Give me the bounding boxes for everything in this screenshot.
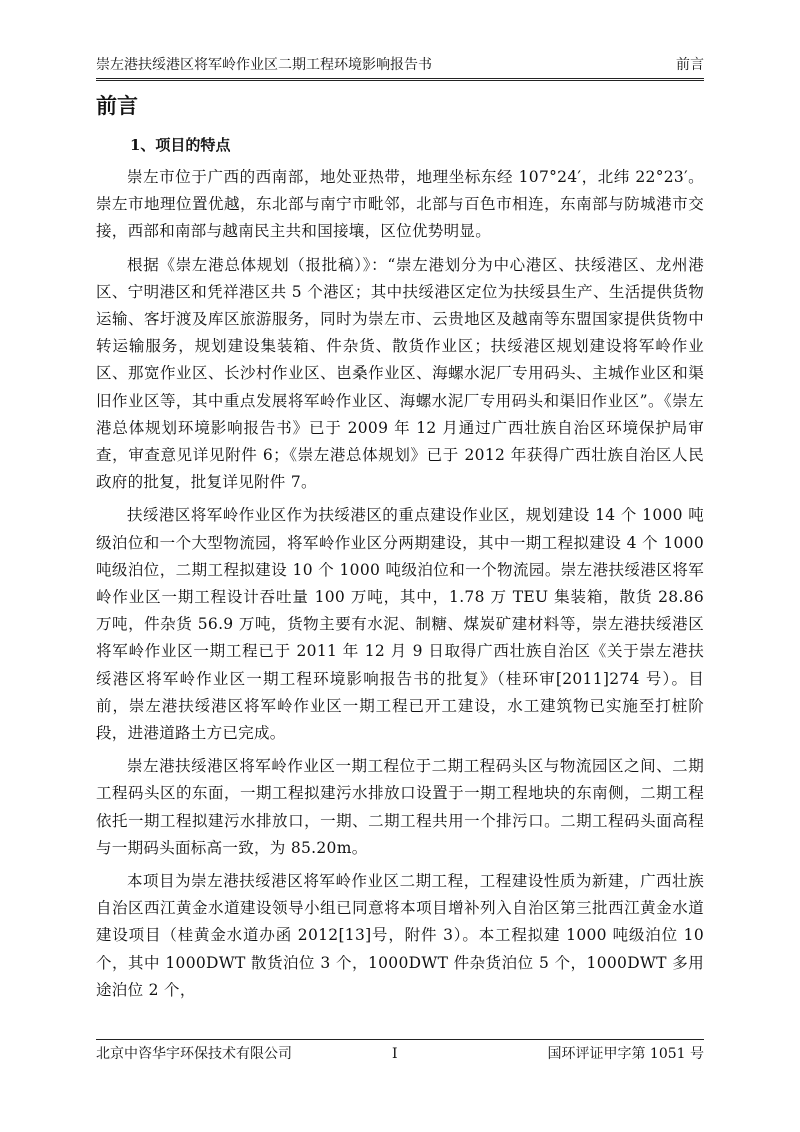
- page-number: I: [392, 1046, 398, 1062]
- header-document-title: 崇左港扶绥港区将军岭作业区二期工程环境影响报告书: [96, 57, 432, 73]
- paragraph: 扶绥港区将军岭作业区作为扶绥港区的重点建设作业区，规划建设 14 个 1000 吨级泊位和一个大型物流园，将军岭作业区分两期建设，其中一期工程拟建设 4 个 1000 吨级泊位，二期工程拟建设 10 个 1000 吨级泊位和一个物流园。崇左港扶绥港区将军岭作业区一期工程设计吞吐量 100 万吨，其中，1.78 万 TEU 集装箱，散货 28.86 万吨，件杂货 56.9 万吨，货物主要有水泥、制糖、煤炭矿建材料等，崇左港扶绥港区将军岭作业区一期工程已于 2011 年 12 月 9 日取得广西壮族自治区《关于崇左港扶绥港区将军岭作业区一期工程环境影响报告书的批复》（桂环审[2011]274 号）。目前，崇左港扶绥港区将军岭作业区一期工程已开工建设，水工建筑物已实施至打桩阶段，进港道路土方已完成。: [96, 506, 704, 743]
- section-heading: 1、项目的特点: [130, 136, 231, 154]
- footer-company: 北京中咨华宇环保技术有限公司: [96, 1046, 292, 1062]
- header-divider: [96, 78, 704, 81]
- footer-certificate: 国环评证甲字第 1051 号: [547, 1046, 704, 1062]
- header-section-name: 前言: [676, 57, 704, 73]
- paragraph: 崇左市位于广西的西南部，地处亚热带，地理坐标东经 107°24′，北纬 22°23′。崇左市地理位置优越，东北部与南宁市毗邻，北部与百色市相连，东南部与防城港市交接，西部和南部与越南民主共和国接壤，区位优势明显。: [96, 168, 704, 241]
- paragraph: 崇左港扶绥港区将军岭作业区一期工程位于二期工程码头区与物流园区之间、二期工程码头区的东面，一期工程拟建污水排放口设置于一期工程地块的东南侧，二期工程依托一期工程拟建污水排放口，一期、二期工程共用一个排污口。二期工程码头面高程与一期码头面标高一致，为 85.20m。: [96, 757, 704, 857]
- footer-divider: [96, 1039, 704, 1040]
- paragraph: 根据《崇左港总体规划（报批稿）》：“崇左港划分为中心港区、扶绥港区、龙州港区、宁明港区和凭祥港区共 5 个港区；其中扶绥港区定位为扶绥县生产、生活提供货物运输、客圩渡及库区旅游服务，同时为崇左市、云贵地区及越南等东盟国家提供货物中转运输服务，规划建设集装箱、件杂货、散货作业区；扶绥港区规划建设将军岭作业区、那宽作业区、长沙村作业区、岜桑作业区、海螺水泥厂专用码头、主城作业区和渠旧作业区等，其中重点发展将军岭作业区、海螺水泥厂专用码头和渠旧作业区”。《崇左港总体规划环境影响报告书》已于 2009 年 12 月通过广西壮族自治区环境保护局审查，审查意见详见附件 6；《崇左港总体规划》已于 2012 年获得广西壮族自治区人民政府的批复，批复详见附件 7。: [96, 255, 704, 492]
- body-text: [96, 164, 704, 1010]
- page-header: [96, 55, 704, 79]
- page-title: 前言: [96, 94, 138, 118]
- page-footer: [96, 1044, 704, 1066]
- paragraph: 本项目为崇左港扶绥港区将军岭作业区二期工程，工程建设性质为新建，广西壮族自治区西江黄金水道建设领导小组已同意将本项目增补列入自治区第三批西江黄金水道建设项目（桂黄金水道办函 2012[13]号，附件 3）。本工程拟建 1000 吨级泊位 10 个，其中 1000DWT 散货泊位 3 个，1000DWT 件杂货泊位 5 个，1000DWT 多用途泊位 2 个，: [96, 872, 704, 999]
